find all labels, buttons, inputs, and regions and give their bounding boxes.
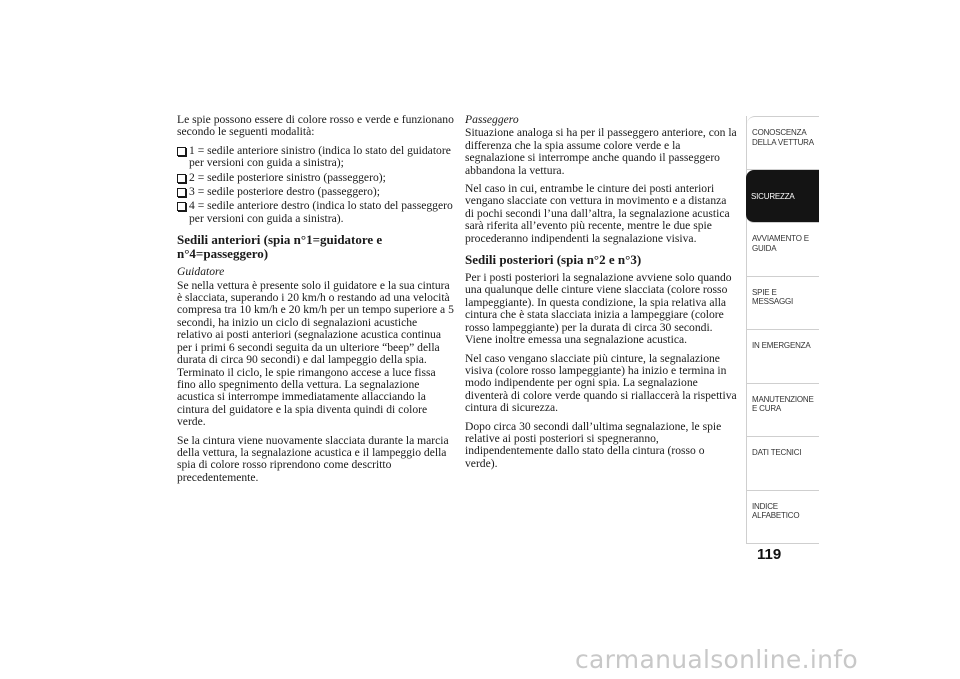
tab-manutenzione-e-cura[interactable]: MANUTENZIONE E CURA [747,384,819,438]
intro-text: Le spie possono essere di colore rosso e verde e funzionano secondo le seguenti modalità: [177,113,454,139]
tab-indice-alfabetico[interactable]: INDICE ALFABETICO [747,491,819,545]
section-heading-front-seats: Sedili anteriori (spia n°1=guidatore e n°4=passeggero) [177,232,383,262]
page-number: 119 [757,546,782,563]
tab-avviamento-e-guida[interactable]: AVVIAMENTO E GUIDA [747,223,819,277]
checkbox-bullet-icon [177,202,186,211]
watermark: carmanualsonline.info [575,645,858,674]
checkbox-bullet-icon [177,174,186,183]
list-item: 2 = sedile posteriore sinistro (passeggero); [177,172,455,184]
chapter-tabs [746,116,819,544]
paragraph: Situazione analoga si ha per il passeggero anteriore, con la differenza che la spia assume colore verde e la segnalazione si interrompe anche quando il passeggero abbandona la vettura. [465,126,737,177]
tab-conoscenza-della-vettura[interactable]: CONOSCENZA DELLA VETTURA [747,116,819,170]
paragraph: Nel caso vengano slacciate più cinture, la segnalazione visiva (colore rosso lampeggiante) ha inizio e termina in modo indipendente per ogni spia. La segnalazione diventerà di colore verde quando si riallaccerà la rispettiva cintura di sicurezza. [465,351,737,415]
paragraph: Se nella vettura è presente solo il guidatore e la sua cintura è slacciata, superando i 20 km/h o restando ad una velocità compresa tra 10 km/h e 20 km/h per un tempo superiore a 5 secondi, ha inizio un ciclo di segnalazioni acustiche relativo ai posti anteriori (segnalazione acustica continua per i primi 6 secondi seguita da un ulteriore “beep” della durata di circa 90 secondi) e dal lampeggio della spia. Terminato il ciclo, le spie rimangono accese a luce fissa fino allo spegnimento della vettura. La segnalazione acustica si interrompe immediatamente allacciando la cintura del guidatore e la spia diventa quindi di colore verde. [177,278,454,429]
tab-in-emergenza[interactable]: IN EMERGENZA [747,330,819,384]
paragraph: Dopo circa 30 secondi dall’ultima segnalazione, le spie relative ai posti posteriori si spegneranno, indipendentemente dallo stato della cintura (rosso o verde). [465,419,722,470]
checkbox-bullet-icon [177,147,186,156]
checkbox-bullet-icon [177,188,186,197]
paragraph: Nel caso in cui, entrambe le cinture dei posti anteriori vengano slacciate con vettura in movimento e a distanza di pochi secondi l’una dall’altra, la segnalazione acustica sarà riferita all’evento più recente, mentre le due spie procederanno indipendenti la segnalazione visiva. [465,182,730,245]
section-heading-rear-seats: Sedili posteriori (spia n°2 e n°3) [465,252,642,268]
paragraph: Per i posti posteriori la segnalazione avviene solo quando una qualunque delle cinture viene slacciata (colore rosso lampeggiante). In questa condizione, la spia relativa alla cintura che è stata slacciata inizia a lampeggiare (colore rosso lampeggiante) per la durata di circa 30 secondi. Viene inoltre emessa una segnalazione acustica. [465,271,732,347]
list-item: 3 = sedile posteriore destro (passeggero); [177,186,455,198]
lamp-list [177,145,455,225]
left-column [177,114,455,490]
tab-sicurezza[interactable]: SICUREZZA [746,170,819,224]
right-column [465,114,737,476]
list-item: 4 = sedile anteriore destro (indica lo stato del passeggero per versioni con guida a sinistra). [177,200,455,225]
tab-spie-e-messaggi[interactable]: SPIE E MESSAGGI [747,277,819,331]
paragraph: Se la cintura viene nuovamente slacciata durante la marcia della vettura, la segnalazione acustica e il lampeggio della spia di colore rosso riprendono come descritto precedentemente. [177,433,449,484]
subheading-driver: Guidatore [177,265,225,279]
list-item: 1 = sedile anteriore sinistro (indica lo stato del guidatore per versioni con guida a sinistra); [177,145,455,170]
tab-dati-tecnici[interactable]: DATI TECNICI [747,437,819,491]
subheading-passenger: Passeggero [465,113,519,126]
